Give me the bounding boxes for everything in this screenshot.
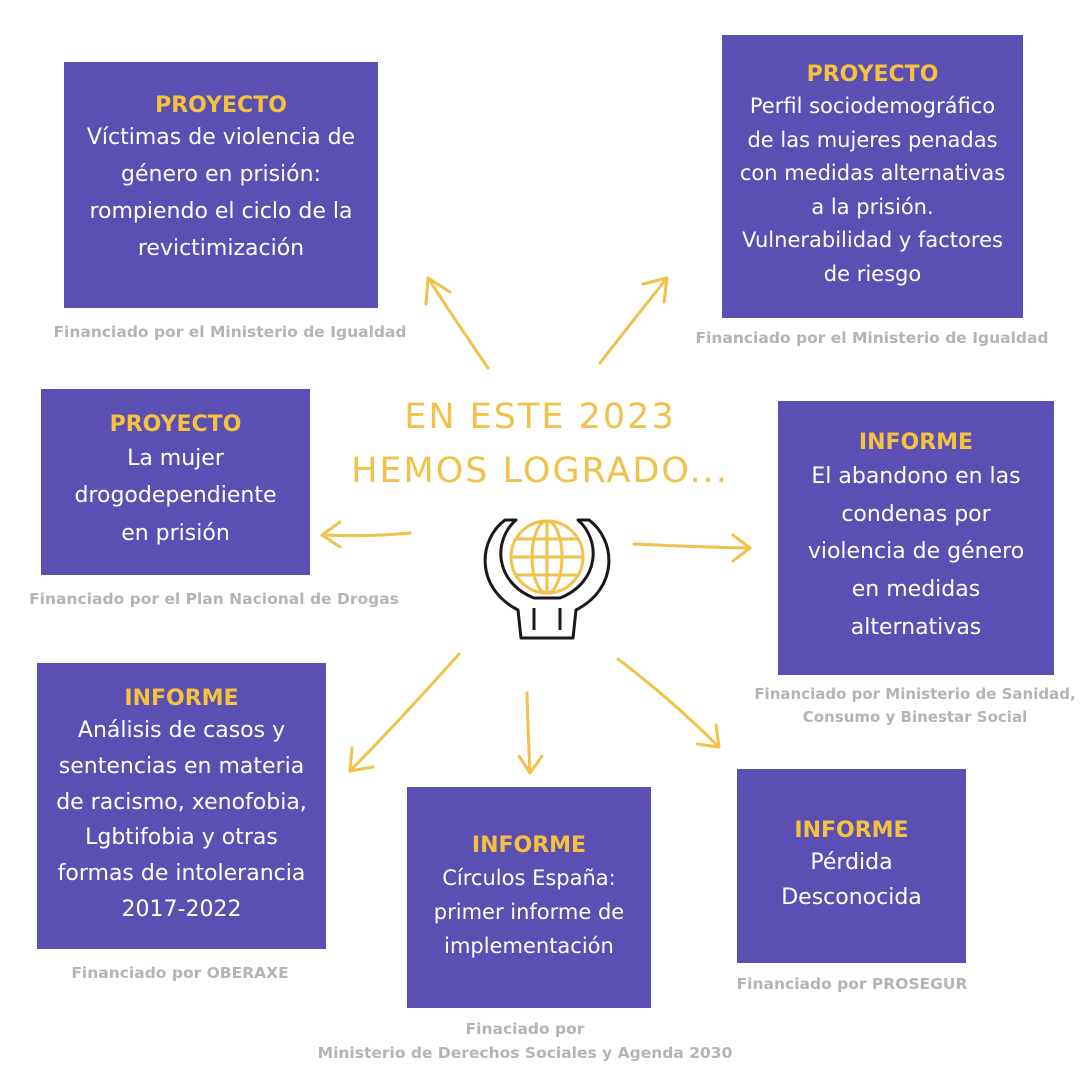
card-funding: Financiado por el Ministerio de Igualdad [695, 329, 1049, 347]
arrow-to-drogodependiente [322, 522, 410, 547]
arrow-to-victimas [426, 278, 488, 368]
card-kind: PROYECTO [109, 411, 242, 437]
arrow-to-perdida [618, 659, 719, 747]
card-title: Círculos España: primer informe de implementación [433, 865, 625, 958]
card-title: Perfil sociodemográfico de las mujeres penadas con medidas alternativas a la prisión. Vulnerabilidad y factores de riesgo [739, 94, 1006, 286]
card-kind: INFORME [858, 430, 974, 456]
card-kind: PROYECTO [806, 62, 939, 88]
card-kind: INFORME [794, 817, 909, 843]
card-funding: Financiado por Ministerio de Sanidad, Consumo y Binestar Social [754, 685, 1076, 727]
card-title: Pérdida Desconocida [781, 850, 922, 911]
globe-hands-logo-icon [485, 520, 609, 638]
card-title: El abandono en las condenas por violencia de género en medidas alternativas [807, 463, 1025, 641]
card-funding: Finaciado por Ministerio de Derechos Sociales y Agenda 2030 [317, 1020, 733, 1063]
card-title: Víctimas de violencia de género en prisión: rompiendo el ciclo de la revictimización [86, 125, 356, 262]
arrow-to-analisis [350, 654, 459, 771]
headline: EN ESTE 2023 HEMOS LOGRADO... [351, 397, 729, 492]
card-funding: Financiado por el Plan Nacional de Drogas [29, 590, 399, 608]
card-kind: INFORME [124, 685, 239, 711]
arrow-to-circulos [519, 693, 542, 773]
card-title: La mujer drogodependiente en prisión [74, 445, 277, 547]
arrow-to-perfil [600, 278, 667, 363]
card-title: Análisis de casos y sentencias en materia de racismo, xenofobia, Lgbtifobia y otras formas de intolerancia 2017-2022 [56, 718, 307, 922]
card-kind: PROYECTO [155, 92, 287, 118]
card-kind: INFORME [471, 833, 587, 859]
card-funding: Financiado por PROSEGUR [736, 975, 968, 993]
card-funding: Financiado por OBERAXE [71, 964, 289, 982]
card-funding: Financiado por el Ministerio de Igualdad [53, 323, 407, 341]
arrow-to-abandono [634, 535, 750, 561]
